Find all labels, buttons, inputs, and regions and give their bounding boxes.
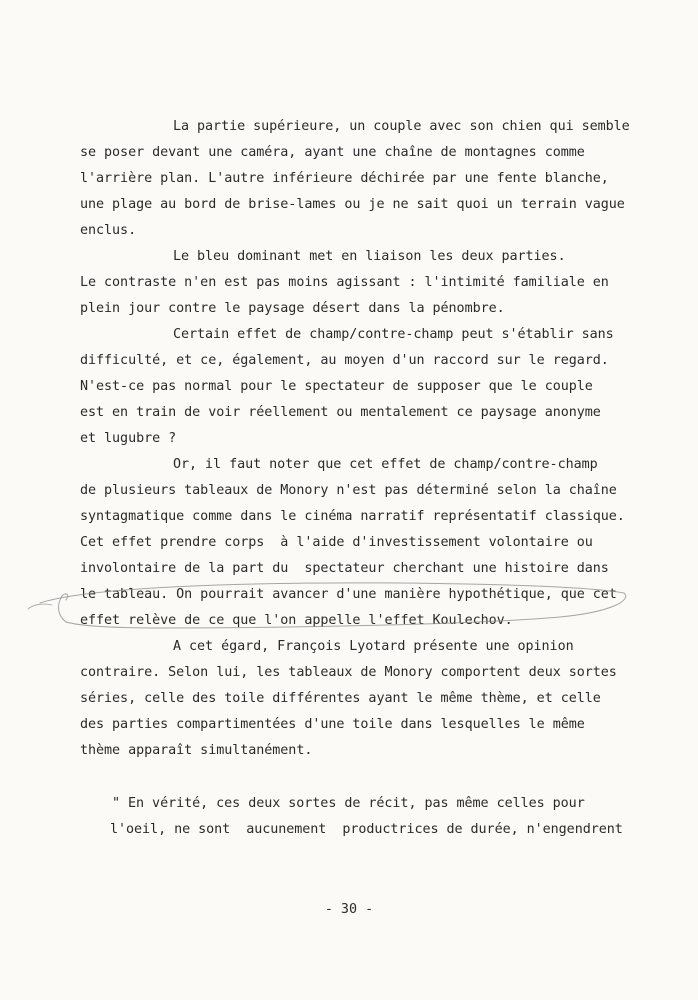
paragraph-4-line-4: Cet effet prendre corps à l'aide d'investissement volontaire ou: [80, 535, 593, 550]
paragraph-4-line-2: de plusieurs tableaux de Monory n'est pas déterminé selon la chaîne: [80, 483, 617, 498]
paragraph-4-line-7: effet relève de ce que l'on appelle l'effet Koulechov.: [80, 613, 513, 628]
paragraph-3-line-2: difficulté, et ce, également, au moyen d'un raccord sur le regard.: [80, 353, 609, 368]
paragraph-1-line-3: l'arrière plan. L'autre inférieure déchirée par une fente blanche,: [80, 171, 609, 186]
paragraph-1-line-4: une plage au bord de brise-lames ou je ne sait quoi un terrain vague: [80, 197, 625, 212]
paragraph-5-line-4: des parties compartimentées d'une toile dans lesquelles le même: [80, 717, 585, 732]
paragraph-4-line-1: Or, il faut noter que cet effet de champ/contre-champ: [173, 457, 598, 472]
paragraph-1-line-2: se poser devant une caméra, ayant une chaîne de montagnes comme: [80, 145, 585, 160]
paragraph-4-line-6: le tableau. On pourrait avancer d'une manière hypothétique, que cet: [80, 587, 617, 602]
paragraph-2-line-3: plein jour contre le paysage désert dans la pénombre.: [80, 301, 505, 316]
paragraph-5-line-5: thème apparaît simultanément.: [80, 743, 313, 758]
paragraph-3-line-1: Certain effet de champ/contre-champ peut s'établir sans: [173, 327, 614, 342]
paragraph-5-line-2: contraire. Selon lui, les tableaux de Monory comportent deux sortes: [80, 665, 617, 680]
paragraph-4-line-3: syntagmatique comme dans le cinéma narratif représentatif classique.: [80, 509, 625, 524]
paragraph-2-line-1: Le bleu dominant met en liaison les deux parties.: [173, 249, 566, 264]
paragraph-5-line-1: A cet égard, François Lyotard présente une opinion: [173, 639, 574, 654]
page-number: - 30 -: [324, 902, 374, 917]
paragraph-4-line-5: involontaire de la part du spectateur cherchant une histoire dans: [80, 561, 609, 576]
quote-line-1: " En vérité, ces deux sortes de récit, pas même celles pour: [112, 796, 585, 811]
paragraph-2-line-2: Le contraste n'en est pas moins agissant : l'intimité familiale en: [80, 275, 609, 290]
paragraph-3-line-4: est en train de voir réellement ou mentalement ce paysage anonyme: [80, 405, 601, 420]
paragraph-3-line-5: et lugubre ?: [80, 431, 177, 446]
paragraph-3-line-3: N'est-ce pas normal pour le spectateur de supposer que le couple: [80, 379, 593, 394]
quote-line-2: l'oeil, ne sont aucunement productrices de durée, n'engendrent: [110, 822, 623, 837]
paragraph-1-line-1: La partie supérieure, un couple avec son chien qui semble: [173, 119, 630, 134]
paragraph-5-line-3: séries, celle des toile différentes ayant le même thème, et celle: [80, 691, 601, 706]
paragraph-1-line-5: enclus.: [80, 223, 137, 238]
